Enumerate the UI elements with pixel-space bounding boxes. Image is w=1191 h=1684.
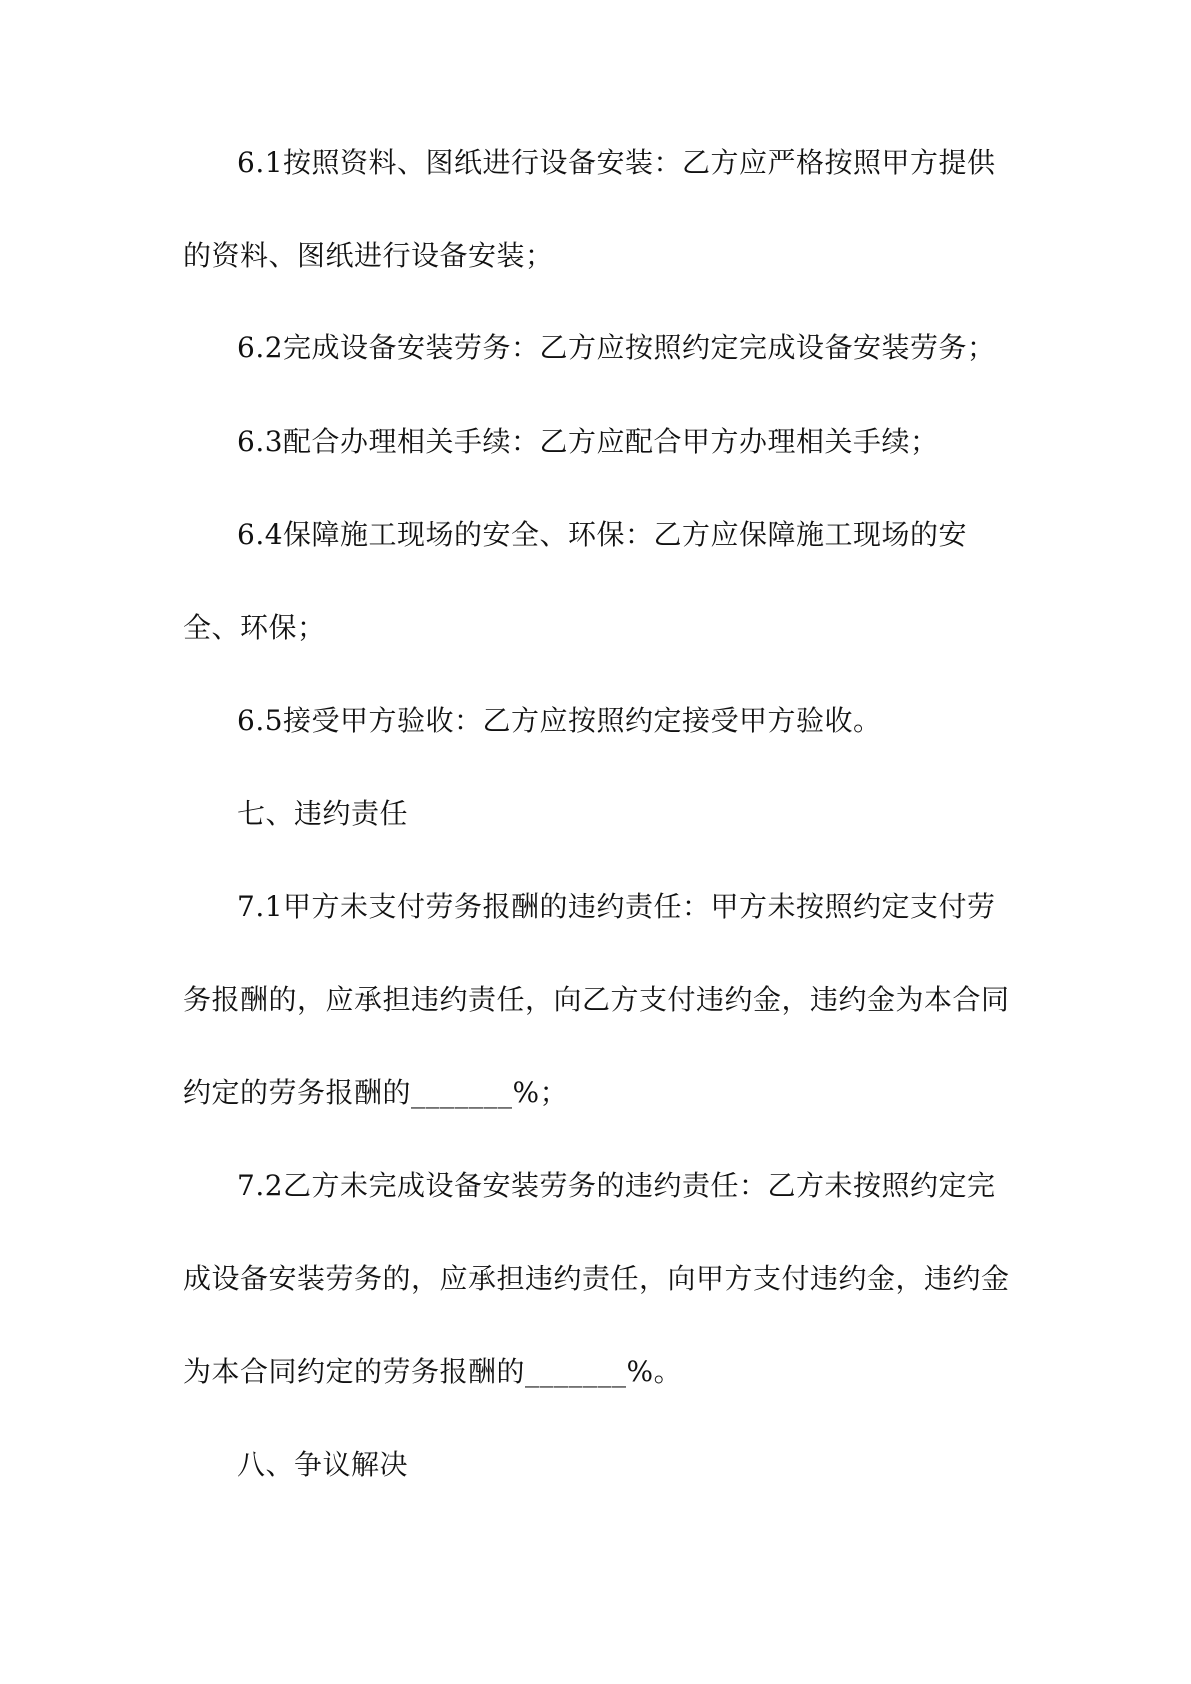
clause-6-4-line-1: 6.4保障施工现场的安全、环保：乙方应保障施工现场的安 [237, 518, 968, 551]
clause-7-2-line-2: 成设备安装劳务的，应承担违约责任，向甲方支付违约金，违约金 [183, 1262, 1010, 1295]
clause-6-2: 6.2完成设备安装劳务：乙方应按照约定完成设备安装劳务； [237, 331, 996, 364]
clause-7-1-line-1: 7.1甲方未支付劳务报酬的违约责任：甲方未按照约定支付劳 [237, 890, 996, 923]
clause-7-1-line-2: 务报酬的，应承担违约责任，向乙方支付违约金，违约金为本合同 [183, 983, 1010, 1016]
clause-6-1-line-1: 6.1按照资料、图纸进行设备安装：乙方应严格按照甲方提供 [237, 146, 996, 179]
clause-7-2-line-1: 7.2乙方未完成设备安装劳务的违约责任：乙方未按照约定完 [237, 1169, 996, 1202]
clause-6-1-line-2: 的资料、图纸进行设备安装； [183, 239, 554, 272]
clause-7-2-line-3: 为本合同约定的劳务报酬的_______%。 [183, 1355, 683, 1388]
clause-7-1-line-3: 约定的劳务报酬的_______%； [183, 1076, 569, 1109]
clause-6-5: 6.5接受甲方验收：乙方应按照约定接受甲方验收。 [237, 704, 882, 737]
clause-6-4-line-2: 全、环保； [183, 611, 326, 644]
section-heading-8: 八、争议解决 [237, 1448, 409, 1481]
clause-6-3: 6.3配合办理相关手续：乙方应配合甲方办理相关手续； [237, 425, 939, 458]
section-heading-7: 七、违约责任 [237, 797, 409, 830]
